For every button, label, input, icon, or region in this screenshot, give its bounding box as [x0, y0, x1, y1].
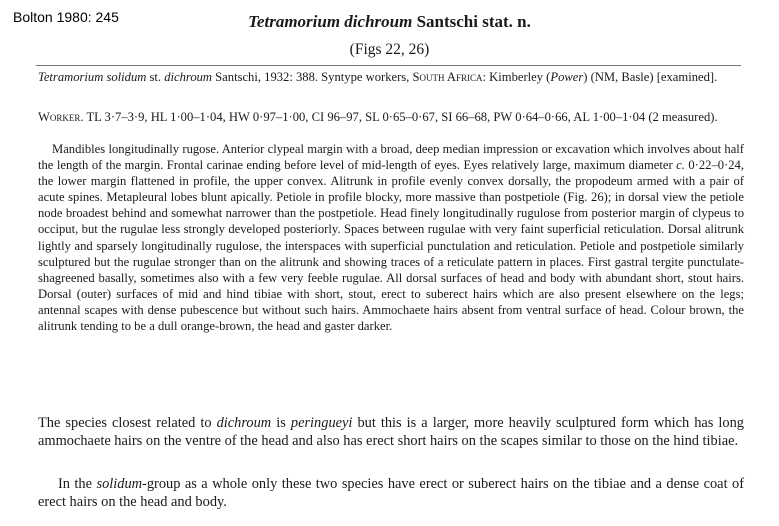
description-text: 0·22–0·24, the lower margin flattened in profile, the upper convex. Alitrunk in profile evenly convex dorsally, the propodeum armed with a pair of acute spines. Metapleural lobes blunt apically. Petiole in profile blocky, more massive than postpetiole (Fig. 26); in dorsal view the petiole node broadest behind and somewhat narrower than the postpetiole. Head finely longitudinally rugulose from posterior margin of clypeus to occiput, but the rugulae less strongly developed posteriorly. Spaces between rugulae with very faint superficial reticulation. Dorsal alitrunk lightly and sparsely longitudinally rugulose, the interspaces with superficial punctulation and reticulation. Petiole and postpetiole similarly sculptured but the rugulae stronger than on the alitrunk and showing traces of a reticulate pattern in places. First gastral tergite punctulate-shagreened basally, sometimes also with a few very feeble rugulae. All dorsal surfaces of head and body with abundant short, stout hairs. Dorsal (outer) surfaces of mid and hind tibiae with short, stout, erect to suberect hairs which are also present elsewhere on the legs; antennal scapes with dense pubescence but without such hairs. Ammochaete hairs absent from ventral surface of head. Colour brown, the alitrunk tending to be a dull orange-brown, the head and gaster darker.	[38, 158, 745, 334]
measurements-text: TL 3·7–3·9, HL 1·00–1·04, HW 0·97–1·00, CI 96–97, SL 0·65–0·67, SI 66–68, PW 0·64–0·66, AL 1·00–1·04 (2 measured).	[83, 110, 718, 124]
synonymy-text: : Kimberley (	[482, 70, 551, 84]
group-name: solidum	[96, 476, 143, 492]
figure-reference: (Figs 22, 26)	[349, 41, 430, 58]
description-paragraph	[38, 141, 744, 334]
measurements-paragraph	[38, 109, 744, 125]
group-note-paragraph	[38, 475, 744, 512]
group-text: -group as a whole only these two species have erect or suberect hairs on the tibiae and a dense coat of erect hairs on the head and body.	[38, 476, 745, 511]
species-name: Tetramorium dichroum	[248, 12, 413, 31]
caste-label: Worker.	[38, 110, 84, 124]
comparison-text: The species closest related to	[38, 415, 217, 431]
comparison-paragraph	[38, 414, 744, 451]
circa: c.	[676, 158, 685, 173]
author-status: Santschi stat. n.	[412, 12, 531, 31]
synonym-name: Tetramorium solidum	[38, 70, 147, 84]
divider	[36, 65, 741, 66]
species-ref: peringueyi	[290, 415, 353, 431]
species-ref: dichroum	[216, 415, 272, 431]
collector: Power	[550, 70, 584, 84]
synonymy-paragraph	[38, 69, 744, 85]
synonymy-text: Santschi, 1932: 388. Syntype workers,	[212, 70, 413, 84]
group-text: In the	[58, 476, 97, 492]
species-heading	[0, 12, 779, 32]
infra-name: dichroum	[164, 70, 213, 84]
synonymy-text: ) (NM, Basle) [examined].	[583, 70, 718, 84]
comparison-text: is	[271, 415, 291, 431]
citation-label: Bolton 1980: 245	[13, 9, 119, 25]
comparison-text: but this is a larger, more heavily sculptured form which has long ammochaete hairs on the ventre of the head and also has erect short hairs on the scapes similar to those on the hind tibiae.	[38, 415, 744, 450]
country: South Africa	[412, 70, 483, 84]
synonymy-text: st.	[146, 70, 165, 84]
description-text: Mandibles longitudinally rugose. Anterior clypeal margin with a broad, deep median impression or excavation which involves about half the length of the margin. Frontal carinae ending before level of mid-length of eyes. Eyes relatively large, maximum diameter	[38, 142, 744, 173]
